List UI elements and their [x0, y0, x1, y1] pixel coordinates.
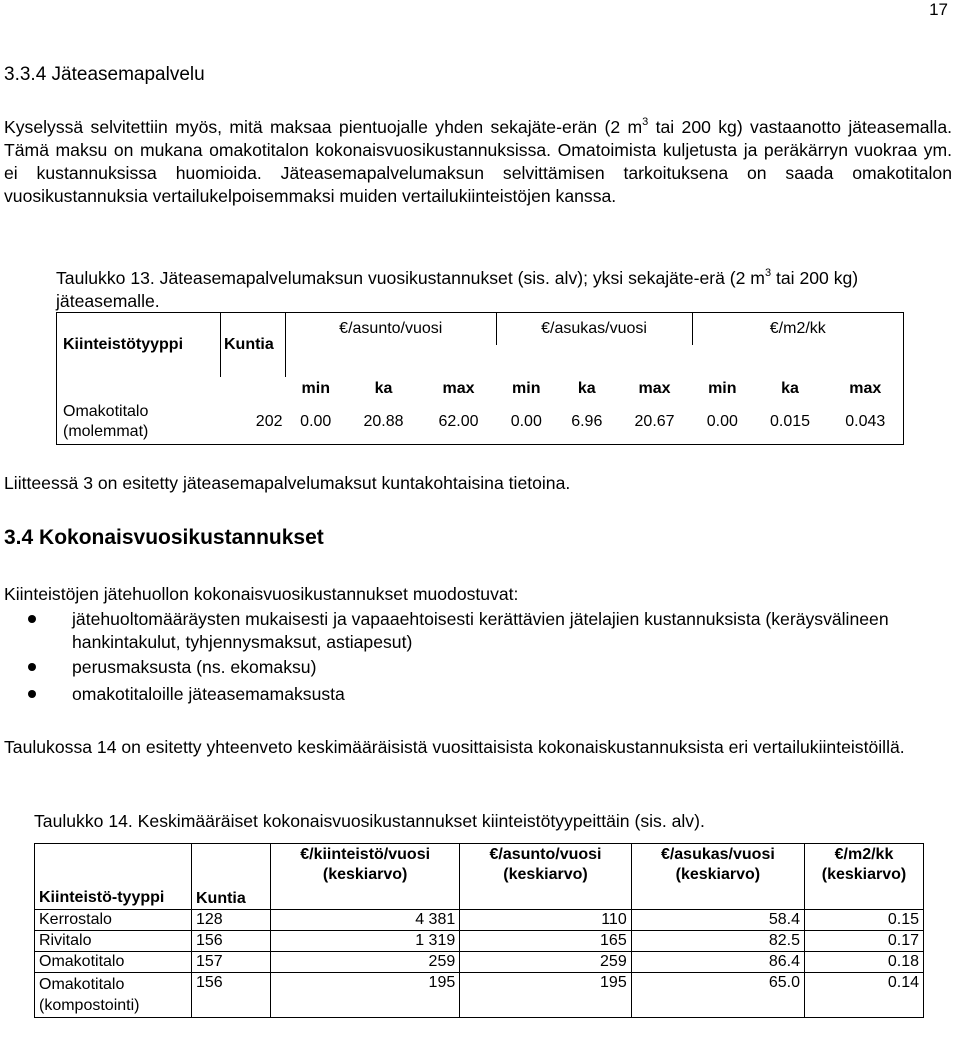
superscript: 3	[764, 267, 772, 280]
cell-value: 0.14	[805, 973, 924, 1018]
appendix-note: Liitteessä 3 on esitetty jäteasemapalvelumaksut kuntakohtaisina tietoina.	[4, 473, 571, 493]
section-paragraph-jateasema	[4, 116, 952, 208]
sub-header: min	[708, 379, 737, 397]
table13-caption	[56, 267, 936, 313]
cell-value: 6.96	[557, 401, 618, 445]
caption-text-a: Taulukko 13. Jäteasemapalvelumaksun vuosikustannukset (sis. alv); yksi sekajäte-erä (2 m	[56, 268, 765, 288]
bullet-icon	[28, 615, 36, 623]
sub-header: min	[512, 379, 541, 397]
cell-value: 20.67	[617, 401, 692, 445]
cell-value: 20.88	[346, 401, 421, 445]
sub-header: max	[638, 379, 671, 397]
list-item	[4, 608, 954, 654]
table-row	[35, 952, 924, 973]
list-item-text: omakotitaloille jäteasemamaksusta	[72, 684, 345, 704]
cell-value: 195	[271, 973, 460, 1018]
cell-value: 65.0	[631, 973, 804, 1018]
spacer-cell	[221, 377, 286, 401]
cell-value: 0.043	[828, 401, 904, 445]
table-13	[56, 312, 904, 445]
cell-value: 259	[460, 952, 631, 973]
table-14	[34, 843, 924, 1018]
table-row	[35, 973, 924, 1018]
col-header: €/asunto/vuosi (keskiarvo)	[460, 844, 631, 910]
superscript: 3	[642, 116, 649, 129]
sub-header: min	[301, 379, 330, 397]
cell-value: 0.015	[753, 401, 828, 445]
paragraph-text-b: tai 200 kg) vastaanotto jäteasemalla. Tämä maksu on mukana omakotitalon kokonaisvuosikustannuksissa. Omatoimista kuljetusta ja peräkärryn vuokraa ym. ei kustannuksissa huomioida. Jäteasemapalvelumaksun selvittämisen tarkoituksena on saada omakotitalon vuosikustannuksia vertailukelpoisemmaksi muiden vertailukiinteistöjen kanssa.	[4, 117, 953, 206]
sub-header: ka	[577, 379, 596, 397]
table-row	[35, 931, 924, 952]
group-header-m2: €/m2/kk	[692, 313, 903, 345]
list-item	[4, 656, 954, 679]
row-type	[57, 401, 221, 445]
group-header-asukas: €/asukas/vuosi	[496, 313, 692, 345]
paragraph-text-a: Kyselyssä selvitettiin myös, mitä maksaa pientuojalle yhden sekajäte-erän (2 m	[4, 117, 643, 137]
bullet-icon	[28, 663, 36, 671]
col-header: €/m2/kk (keskiarvo)	[805, 844, 924, 910]
sub-header: max	[828, 377, 904, 401]
caption-text-b: tai 200 kg) jäteasemalle.	[56, 268, 859, 311]
cell-value: 1 319	[271, 931, 460, 952]
cell-count: 156	[192, 973, 271, 1018]
cell-type: Kerrostalo	[35, 910, 192, 931]
section-heading-3-3-4: 3.3.4 Jäteasemapalvelu	[4, 64, 205, 85]
cell-value: 86.4	[631, 952, 804, 973]
bullet-icon	[28, 690, 36, 698]
cell-value: 165	[460, 931, 631, 952]
section-intro: Kiinteistöjen jätehuollon kokonaisvuosikustannukset muodostuvat:	[4, 584, 519, 604]
summary-paragraph: Taulukossa 14 on esitetty yhteenveto keskimääräisistä vuosittaisista kokonaiskustannuksista eri vertailukiinteistöillä.	[4, 737, 905, 757]
list-item-text: perusmaksusta (ns. ekomaksu)	[72, 657, 317, 677]
cell-value: 259	[271, 952, 460, 973]
col-header: Kiinteistö-tyyppi	[35, 844, 192, 910]
col-header: €/asukas/vuosi (keskiarvo)	[631, 844, 804, 910]
row-type-line1: Omakotitalo	[63, 403, 149, 421]
cell-value: 0.00	[496, 401, 557, 445]
col-header-type: Kiinteistötyyppi	[57, 313, 221, 377]
col-header: Kuntia	[192, 844, 271, 910]
cell-value: 62.00	[421, 401, 496, 445]
sub-header: ka	[374, 379, 393, 397]
header-spacer	[286, 345, 904, 377]
sub-header: ka	[781, 379, 799, 397]
col-header: €/kiinteistö/vuosi (keskiarvo)	[271, 844, 460, 910]
table-row	[35, 910, 924, 931]
col-header-count: Kuntia	[221, 313, 286, 377]
cell-value: 82.5	[631, 931, 804, 952]
row-count: 202	[221, 401, 286, 445]
spacer-cell	[57, 377, 221, 401]
cell-value: 110	[460, 910, 631, 931]
cell-value: 0.15	[805, 910, 924, 931]
table14-caption: Taulukko 14. Keskimääräiset kokonaisvuosikustannukset kiinteistötyypeittäin (sis. alv).	[34, 811, 705, 831]
cell-type: Omakotitalo (kompostointi)	[35, 973, 192, 1018]
cell-count: 156	[192, 931, 271, 952]
list-item-text: jätehuoltomääräysten mukaisesti ja vapaaehtoisesti kerättävien jätelajien kustannuksista (keräysvälineen hankintakulut, tyhjennysmaksut, astiapesut)	[72, 609, 889, 652]
cell-value: 0.18	[805, 952, 924, 973]
row-type-line2: (molemmat)	[63, 423, 149, 441]
cell-type: Rivitalo	[35, 931, 192, 952]
cell-type: Omakotitalo	[35, 952, 192, 973]
cell-value: 0.17	[805, 931, 924, 952]
list-item	[4, 683, 954, 706]
section-heading-3-4: 3.4 Kokonaisvuosikustannukset	[4, 526, 324, 549]
cell-value: 0.00	[692, 401, 753, 445]
cell-count: 128	[192, 910, 271, 931]
cell-count: 157	[192, 952, 271, 973]
sub-header: max	[442, 379, 475, 397]
cell-value: 0.00	[286, 401, 347, 445]
page-number: 17	[929, 0, 948, 19]
cell-value: 58.4	[631, 910, 804, 931]
cell-value: 195	[460, 973, 631, 1018]
cell-value: 4 381	[271, 910, 460, 931]
group-header-asunto: €/asunto/vuosi	[286, 313, 497, 345]
table-row	[57, 401, 904, 445]
